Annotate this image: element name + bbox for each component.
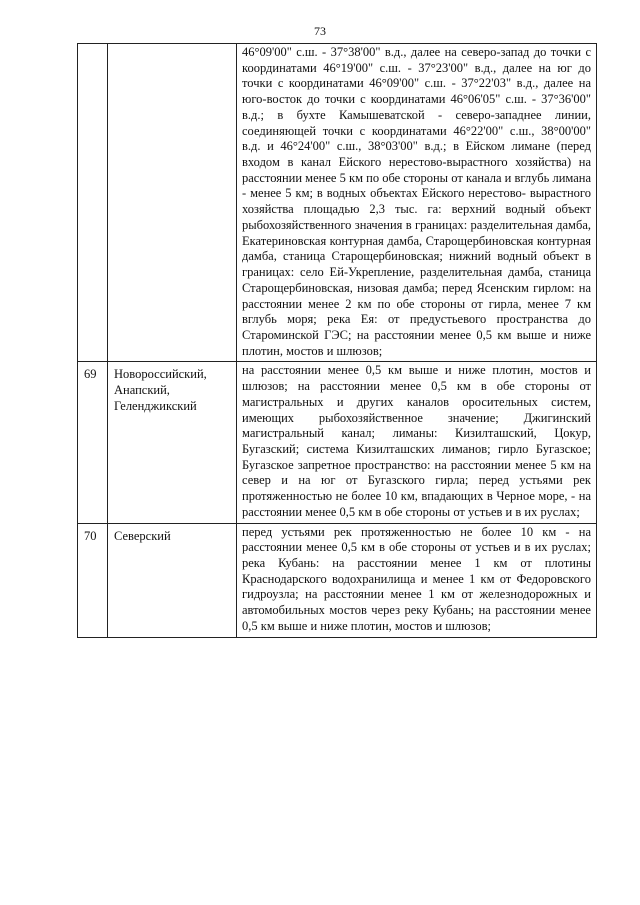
row-number: 70	[84, 528, 97, 543]
table-row	[78, 362, 597, 523]
table-row	[78, 523, 597, 637]
description-cell	[237, 523, 597, 637]
row-number-cell	[78, 44, 108, 362]
row-number	[78, 44, 107, 48]
zone-description: на расстоянии менее 0,5 км выше и ниже плотин, мостов и шлюзов; на расстоянии менее 0,5 км в обе стороны от магистральных и других каналов оросительных систем, имеющих рыбохозяйственное значение; Джигинский магистральный канал; лиманы: Кизилташский, Цокур, Бугазский; система Кизилташских лиманов; гирло Бугазское; Бугазское запретное пространство: на расстоянии менее 5 км на север и на юг от Бугазского гирла; перед устьями рек протяженностью не более 10 км, впадающих в Черное море, - на расстоянии менее 0,5 км в обе стороны от устьев и в их руслах;	[242, 363, 591, 519]
page-number: 73	[314, 24, 326, 38]
zone-description: перед устьями рек протяженностью не более 10 км - на расстоянии менее 0,5 км в обе стороны от устьев и в их руслах; река Кубань: на расстоянии менее 1 км от плотины Краснодарского водохранилища и менее 1 км от Федоровского гидроузла; на расстоянии менее 1 км от железнодорожных и автомобильных мостов через реку Кубань; на расстоянии менее 0,5 км выше и ниже плотин, мостов и шлюзов;	[242, 524, 591, 633]
row-number-cell	[78, 362, 108, 523]
district-cell	[108, 44, 237, 362]
district-name: Новороссийский, Анапский, Геленджикский	[114, 367, 207, 414]
row-number-cell	[78, 523, 108, 637]
table-row	[78, 44, 597, 362]
district-name: Северский	[114, 528, 171, 543]
district-cell	[108, 523, 237, 637]
district-cell	[108, 362, 237, 523]
description-cell	[237, 44, 597, 362]
row-number: 69	[84, 367, 97, 382]
district-name	[108, 44, 236, 48]
zone-description: 46°09'00" с.ш. - 37°38'00" в.д., далее на северо-запад до точки с координатами 46°19'00" с.ш. - 37°23'00" в.д., далее на юг до точки с координатами 46°09'00" с.ш. - 37°22'03" в.д., далее на юго-восток до точки с координатами 46°06'05" с.ш. - 37°36'00" в.д.; в бухте Камышеватской - северо-западнее линии, соединяющей точки с координатами 46°22'00" с.ш., 38°00'00" в.д. и 46°24'00" с.ш., 38°03'00" в.д.; в Ейском лимане (перед входом в канал Ейского нерестово-вырастного хозяйства) на расстоянии менее 5 км по обе стороны от канала и вглубь лимана - менее 5 км; в водных объектах Ейского нерестово- вырастного хозяйства площадью 2,3 тыс. га: верхний водный объект рыбохозяйственного значения в границах: разделительная дамба, Екатериновская контурная дамба, Старощербиновская контурная дамба, станица Старощербиновская; нижний водный объект в границах: село Ей-Укрепление, разделительная дамба, станица Старощербиновская, низовая дамба; перед Ясенским гирлом: на расстоянии менее 2 км по обе стороны от гирла, менее 7 км вглубь моря; река Ея: от предустьевого пространства до Староминской ГЭС; на расстоянии менее 0,5 км выше и ниже плотин, мостов и шлюзов;	[242, 45, 591, 358]
description-cell	[237, 362, 597, 523]
protected-zones-table	[77, 43, 597, 638]
